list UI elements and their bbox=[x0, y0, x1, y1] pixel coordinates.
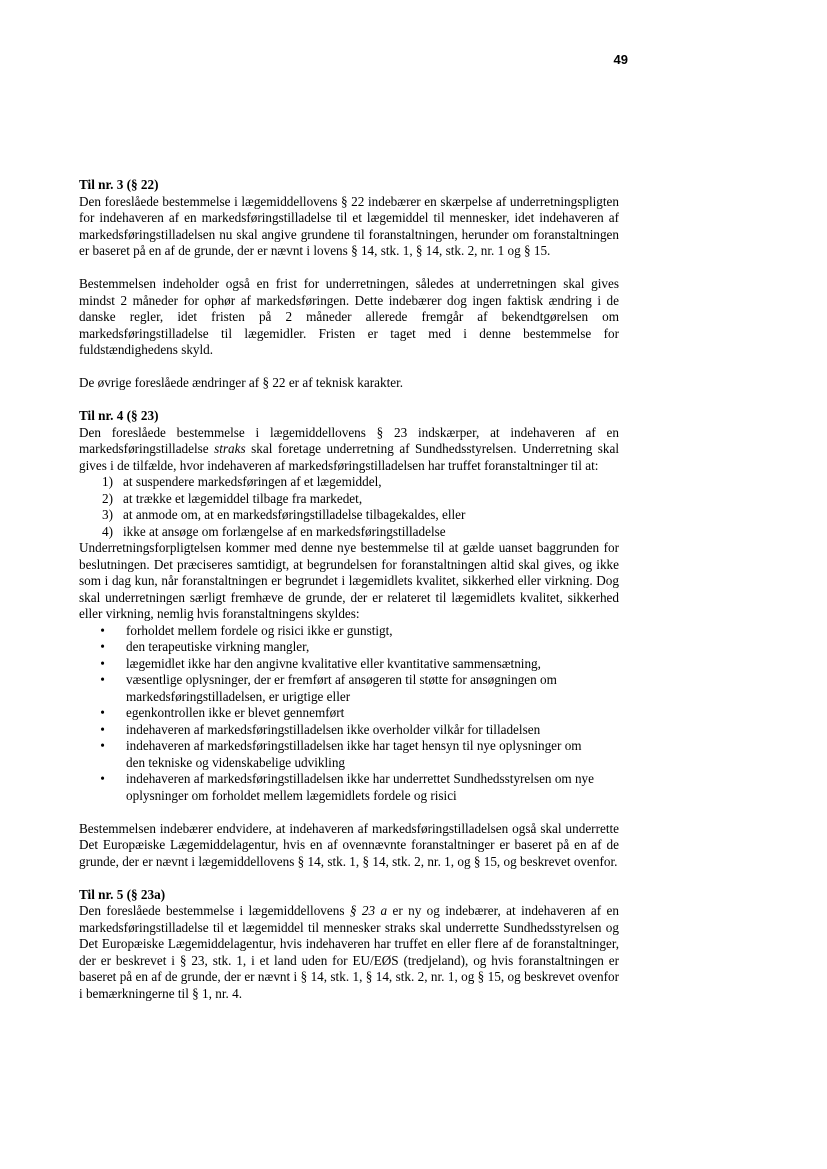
bullet-icon: • bbox=[100, 672, 105, 687]
bullet-icon: • bbox=[100, 738, 105, 753]
list-item: 1) at suspendere markedsføringen af et lægemiddel, bbox=[102, 474, 382, 489]
list-item: 4) ikke at ansøge om forlængelse af en markedsføringstilladelse bbox=[102, 523, 446, 539]
paragraph: Underretningsforpligtelsen kommer med denne nye bestemmelse til at gælde uanset baggrunden for beslutningen. Det præciseres samtidigt, at begrundelsen for foranstaltningen altid skal gives, og ikke som i dag kun, når foranstaltningen er begrundet i lægemidlets kvalitet, sikkerhed eller virkning. Dog skal underretningen særligt fremhæve de grunde, der er relateret til lægemidlets kvalitet, sikkerhed eller virkning, nemlig hvis foranstaltningens skyldes: bbox=[79, 540, 619, 621]
paragraph: Den foreslåede bestemmelse i lægemiddellovens § 22 indebærer en skærpelse af underretningspligten for indehaveren af en markedsføringstilladelse til et lægemiddel til mennesker, idet indehaveren af markedsføringstilladelsen nu skal angive grundene til foranstaltningen, herunder om foranstaltningen er baseret på en af de grunde, der er nævnt i lovens § 14, stk. 1, § 14, stk. 2, nr. 1 og § 15. bbox=[79, 193, 619, 258]
list-item: • væsentlige oplysninger, der er fremført af ansøgeren til støtte for ansøgningen om markedsføringstilladelsen, er urigtige eller bbox=[79, 672, 619, 705]
bullet-icon: • bbox=[100, 622, 105, 638]
list-item: • lægemidlet ikke har den angivne kvalitative eller kvantitative sammensætning, bbox=[79, 656, 619, 673]
document-body bbox=[79, 177, 619, 1002]
emphasis-text: straks bbox=[214, 441, 246, 456]
bullet-icon: • bbox=[100, 639, 105, 654]
bullet-icon: • bbox=[100, 705, 105, 720]
bullet-icon: • bbox=[100, 771, 105, 786]
paragraph: De øvrige foreslåede ændringer af § 22 er af teknisk karakter. bbox=[79, 375, 404, 390]
section-heading-nr5: Til nr. 5 (§ 23a) bbox=[79, 886, 166, 902]
paragraph: Den foreslåede bestemmelse i lægemiddellovens § 23 a er ny og indebærer, at indehaveren af en markedsføringstilladelse til et lægemiddel til mennesker straks skal underrette Sundhedsstyrelsen og Det Europæiske Lægemiddelagentur, hvis indehaveren har truffet en eller flere af de foranstaltninger, der er beskrevet i § 23, stk. 1, i et land uden for EU/EØS (tredjeland), og hvis foranstaltningen er baseret på en af de grunde, der er nævnt i § 14, stk. 1, § 14, stk. 2, nr. 1, og § 15, og beskrevet ovenfor i bemærkningerne til § 1, nr. 4. bbox=[79, 903, 620, 1001]
emphasis-text: § 23 a bbox=[349, 903, 388, 918]
bullet-icon: • bbox=[100, 655, 105, 671]
bullet-icon: • bbox=[100, 721, 105, 737]
list-item: • indehaveren af markedsføringstilladelsen ikke har underrettet Sundhedsstyrelsen om nye oplysninger om forholdet mellem lægemidlets fordele og risici bbox=[79, 771, 619, 804]
section-heading-nr3: Til nr. 3 (§ 22) bbox=[79, 177, 159, 192]
section-heading-nr4: Til nr. 4 (§ 23) bbox=[79, 408, 159, 423]
paragraph: Bestemmelsen indebærer endvidere, at indehaveren af markedsføringstilladelsen også skal underrette Det Europæiske Lægemiddelagentur, hvis en af ovennævnte foranstaltninger er baseret på en af de grunde, der er nævnt i lægemiddellovens § 14, stk. 1, § 14, stk. 2, nr. 1, og § 15, og beskrevet ovenfor. bbox=[79, 820, 619, 869]
list-item: • indehaveren af markedsføringstilladelsen ikke har taget hensyn til nye oplysninger om den tekniske og videnskabelige udvikling bbox=[79, 738, 619, 771]
list-item: • indehaveren af markedsføringstilladelsen ikke overholder vilkår for tilladelsen bbox=[79, 722, 619, 739]
list-item: 2) at trække et lægemiddel tilbage fra markedet, bbox=[102, 490, 363, 506]
list-item: • den terapeutiske virkning mangler, bbox=[79, 639, 619, 656]
list-item: 3) at anmode om, at en markedsføringstilladelse tilbagekaldes, eller bbox=[102, 507, 466, 522]
page-number: 49 bbox=[613, 52, 628, 67]
paragraph: Bestemmelsen indeholder også en frist for underretningen, således at underretningen skal gives mindst 2 måneder for ophør af markedsføringen. Dette indebærer dog ingen faktisk ændring i de danske regler, idet fristen på 2 måneder allerede fremgår af bekendtgørelsen om markedsføringstilladelse til lægemidler. Fristen er taget med i denne bestemmelse for fuldstændighedens skyld. bbox=[79, 276, 619, 357]
bullet-list bbox=[79, 623, 619, 805]
list-item: • forholdet mellem fordele og risici ikke er gunstigt, bbox=[79, 623, 619, 640]
list-item: • egenkontrollen ikke er blevet gennemført bbox=[79, 705, 619, 722]
numbered-list bbox=[79, 474, 619, 540]
paragraph: Den foreslåede bestemmelse i lægemiddellovens § 23 indskærper, at indehaveren af en markedsføringstilladelse straks skal foretage underretning af Sundhedsstyrelsen. Underretning skal gives i de tilfælde, hvor indehaveren af markedsføringstilladelsen har truffet foranstaltninger til at: bbox=[79, 424, 620, 473]
